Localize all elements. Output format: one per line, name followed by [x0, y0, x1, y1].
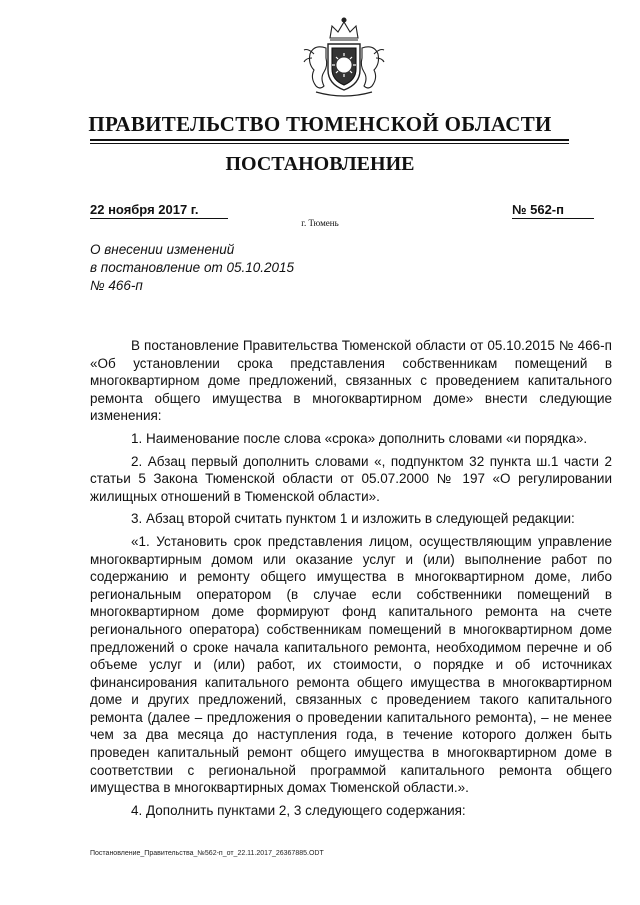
document-date: 22 ноября 2017 г.: [90, 202, 228, 219]
body-paragraph-item-3: 3. Абзац второй считать пунктом 1 и изложить в следующей редакции:: [131, 511, 575, 527]
body-paragraph-quote: «1. Установить срок представления лицом, осуществляющим управление многоквартирным домом или оказание услуг и (или) выполнение работ по содержанию и ремонту общего имущества в многоквартирном доме, либо региональным оператором (в случае если собственники помещений в многоквартирном доме формируют фонд капитального ремонта на счете регионального оператора) собственникам помещений в многоквартирном доме предложений о сроке начала капитального ремонта, необходимом перечне и об объеме услуг и (или) работ, их стоимости, о порядке и об источниках финансирования капитального ремонта общего имущества в многоквартирном доме и других предложений, связанных с проведением такого капитального ремонта (далее – предложения о проведении капитального ремонта), – не менее чем за два месяца до наступления года, в течение которого должен быть проведен капитальный ремонт общего имущества в многоквартирном доме в соответствии с региональной программой капитального ремонта общего имущества в многоквартирных домах Тюменской области.».: [90, 533, 612, 796]
coat-of-arms-icon: [294, 14, 394, 100]
subject-line: № 466-п: [90, 278, 143, 293]
body-paragraph-item-4: 4. Дополнить пунктами 2, 3 следующего содержания:: [131, 802, 466, 818]
header-rule-thick: [90, 139, 569, 141]
document-subject: [90, 241, 350, 295]
header-rule-thin: [90, 143, 569, 144]
organization-name: ПРАВИТЕЛЬСТВО ТЮМЕНСКОЙ ОБЛАСТИ: [88, 112, 552, 136]
document-body: [90, 337, 612, 819]
document-city: г. Тюмень: [301, 218, 339, 228]
document-type-title: ПОСТАНОВЛЕНИЕ: [225, 153, 415, 175]
body-paragraph-item-1: 1. Наименование после слова «срока» дополнить словами «и порядка».: [131, 430, 588, 446]
document-number: № 562-п: [512, 202, 594, 219]
body-paragraph-intro: В постановление Правительства Тюменской области от 05.10.2015 № 466-п «Об установлении срока представления собственникам помещений в многоквартирном доме предложений, связанных с проведением капитального ремонта общего имущества в многоквартирном доме» внести следующие изменения:: [90, 338, 612, 424]
subject-line: О внесении изменений: [90, 242, 235, 257]
document-footer-filename: Постановление_Правительства_№562-п_от_22.11.2017_26367885.ODT: [90, 850, 324, 857]
subject-line: в постановление от 05.10.2015: [90, 260, 295, 275]
body-paragraph-item-2: 2. Абзац первый дополнить словами «, подпунктом 32 пункта ш.1 части 2 статьи 5 Закона Тюменской области от 05.07.2000 № 197 «О регулировании жилищных отношений в Тюменской области».: [90, 453, 612, 504]
